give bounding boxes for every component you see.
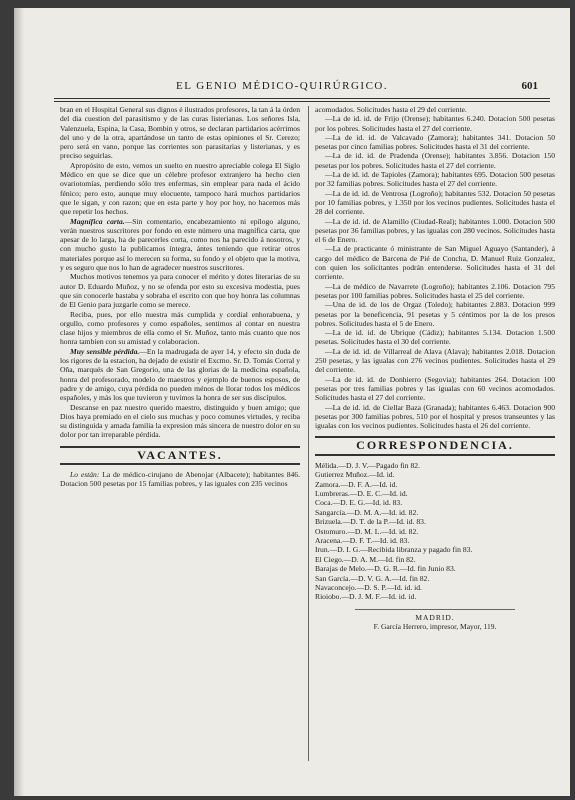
- vacancy-entry: —La de id. id. de Alamillo (Ciudad-Real); habitantes 1.000. Dotacion 500 pesetas por 36 familias pobres, y las igualas con 280 vecinos. Solicitudes hasta el 6 de Enero.: [315, 216, 555, 245]
- page-edge-shadow: [14, 8, 24, 796]
- vacancy-entry: —La de id. id. de Ubrique (Cádiz); habitantes 5.134. Dotacion 1.500 pesetas. Solicitudes hasta el 30 del corriente.: [315, 328, 555, 347]
- correspondence-item: Rioiobo.—D. J. M. F.—Id. id. id.: [315, 592, 417, 602]
- vacancy-entry: —La de id. id. de Villarreal de Alava (Alava); habitantes 2.018. Dotacion 250 pesetas, y las igualas con 276 vecinos pudientes. Solicitudes hasta el 29 del corriente.: [315, 346, 555, 375]
- lead-heading: Muy sensible pérdida.: [70, 346, 140, 356]
- correspondence-item: Zamora.—D. F. A.—Id. id.: [315, 479, 398, 489]
- correspondence-item: Mélida.—D. J. V.—Pagado fin 82.: [315, 460, 420, 470]
- vacancy-entry: —La de practicante ó ministrante de San Miguel Aguayo (Santander), á cargo del médico de Barcena de Pié de Concha, D. Manuel Ruiz Gonzalez, con quien los solicitantes podrán entenderse. Solicitudes hasta el 31 del corriente.: [315, 244, 555, 282]
- vacancy-entry: [60, 470, 300, 489]
- imprint-printer: F. García Herrero, impresor, Mayor, 119.: [373, 622, 497, 632]
- page-header: [54, 80, 560, 98]
- correspondence-list: [315, 461, 555, 602]
- vacancy-entry: acomodados. Solicitudes hasta el 29 del corriente.: [315, 105, 467, 114]
- lead-heading: Magnífica carta.: [70, 216, 125, 226]
- page-number: 601: [521, 80, 538, 92]
- vacancy-entry: —Una de id. de los de Orgaz (Toledo); habitantes 2.883. Dotacion 999 pesetas por la beneficencia, 91 pesetas y 5 céntimos por la de los presos pobres. Solicitudes hasta el 5 de Enero.: [315, 300, 555, 328]
- left-column: [60, 105, 300, 489]
- correspondence-item: Brizuela.—D. T. de la P.—Id. id. 83.: [315, 517, 426, 527]
- vacantes-title: VACANTES.: [137, 447, 223, 462]
- vacancy-entry: —La de id. id. de Tapioles (Zamora); habitantes 695. Dotacion 500 pesetas por 32 familias pobres. Solicitudes hasta el 27 del corriente.: [315, 170, 555, 189]
- header-rule-double: [54, 101, 550, 102]
- vacancy-entry: —La de id. id. de Donhierro (Segovia); habitantes 264. Dotacion 100 pesetas por tres familias pobres y las igualas con 60 vecinos acomodados. Solicitudes hasta el 27 del corriente.: [315, 374, 555, 403]
- vacantes-heading-box: [60, 446, 300, 465]
- paragraph-magnifica-carta: [60, 217, 300, 273]
- vacancy-entry: —La de id. id. de Ciellar Baza (Granada); habitantes 6.463. Dotacion 900 pesetas por 300 familias pobres, 510 por el hospital y presos transeuntes y las igualas con los vecinos pudientes. Solicitudes hasta el 26 del corriente.: [315, 402, 555, 431]
- vacancy-lead: Lo están:: [70, 469, 100, 479]
- vacancy-entry: —La de médico de Navarrete (Logroño); habitantes 2.106. Dotacion 795 pesetas por 100 familias pobres. Solicitudes hasta el 25 del corriente.: [315, 281, 555, 300]
- paragraph: Reciba, pues, por ello nuestra más cumplida y cordial enhorabuena, y orgullo, como profesores y como españoles, sentimos al contar en nuestra clase hijos y miembros de ella como el Sr. Muñoz, tanto más cuanto que nos honra tambien con su amistad y colaboracion.: [60, 309, 300, 347]
- correspondence-item: Ostomuro.—D. M. L.—Id. id. 82.: [315, 526, 419, 536]
- newspaper-page: [14, 8, 570, 796]
- correspondence-item: Sangarcía.—D. M. A.—Id. id. 82.: [315, 507, 419, 517]
- paragraph: Muchos motivos tenemos ya para conocer el mérito y dotes literarias de su autor D. Eduardo Muñoz, y no se ofenda por esto su excesiva modestia, pues que sin conocerle bastaba y sobraba el escrito con que hoy honra las columnas de El Genio para juzgarle como se merece.: [60, 272, 300, 310]
- correspondence-item: San García.—D. V. G. A.—Id. fin 82.: [315, 573, 430, 583]
- paragraph-sensible-perdida: [60, 347, 300, 403]
- imprint-city: MADRID.: [415, 612, 455, 622]
- vacancy-entry: —La de id. id. de Pradenda (Orense); habitantes 3.856. Dotacion 150 pesetas por los pobres. Solicitudes hasta el 27 del corriente.: [315, 151, 555, 170]
- correspondence-item: Navaconcejo.—D. S. P.—Id. id. id.: [315, 582, 422, 592]
- correspondence-item: Aracena.—D. F. T.—Id. id. 83.: [315, 535, 410, 545]
- correspondence-item: Gutierrez Muñoz.—Id. id.: [315, 470, 395, 480]
- paragraph-text: —Sin comentario, encabezamiento ni epílogo alguno, verán nuestros suscritores por fondo en este número una magnífica carta, que apesar de lo larga, ha de parecerles corta, como nos ha parecido á nosotros, y con mucho gusto la publicamos íntegra, ántes teniendo que retirar otros materiales porque así lo merecen su forma, su fondo y el objeto que la motiva, y es seguro que nos lo han de agradecer nuestros suscritores.: [60, 216, 300, 273]
- right-column: [315, 105, 555, 631]
- paragraph: Descanse en paz nuestro querido maestro, distinguido y buen amigo; que Dios haya premiado en el cielo sus muchas y poco comunes virtudes, y reciba su distinguida y amada familia la expresion más sincera de nuestro dolor en su dolor por tan irreparable pérdida.: [60, 402, 300, 440]
- vacancy-entry: —La de id. id. de Frijo (Orense); habitantes 6.240. Dotacion 500 pesetas por los pobres. Solicitudes hasta el 27 del corriente.: [315, 114, 555, 133]
- vacancy-entry: —La de id. id. de Ventrosa (Logroño); habitantes 532. Dotacion 50 pesetas por 10 familias pobres, y 1.350 por los vecinos pudientes. Solicitudes hasta el 28 del corriente.: [315, 188, 555, 217]
- paragraph: bran en el Hospital General sus dignos é ilustrados profesores, la tan á la órden del dia cuestion del parasitismo y de las curas listerianas. Los señores Isla, Valenzuela, Espina, la Casa, Bombin y otros, se declaran partidarios acérrimos del uno y de la otra, apartándose un tanto de estas opiniones el Sr. Cerezo; pero será en vano, porque las corrientes son parasitarias y listerianas, y es preciso seguirlas.: [60, 105, 300, 161]
- imprint-rule: [355, 609, 515, 610]
- imprint: [315, 609, 555, 632]
- header-rule: [54, 98, 550, 99]
- correspondence-item: Barajas de Melo.—D. G. R.—Id. fin Junio 83.: [315, 564, 456, 574]
- paragraph-text: —En la madrugada de ayer 14, y efecto sin duda de los rigores de la estacion, ha dejado de existir el Excmo. Sr. D. Tomás Corral y Oña, marqués de San Gregorio, una de las glorias de la medicina española, honra del profesorado, modelo de maestros y ejemplo de buenos esposos, de padre y de amigo, cuya pérdida no pueden ménos de llorar todos los médicos españoles, y más los que tuvieron y tuvimos la honra de ser sus discípulos.: [60, 346, 300, 403]
- correspondence-item: Coca.—D. E. G.—Id. id. 83.: [315, 498, 403, 508]
- correspondence-item: El Ciego.—D. A. M.—Id. fin 82.: [315, 554, 416, 564]
- vacancy-entry: —La de id. id. de Valcavado (Zamora); habitantes 341. Dotacion 50 pesetas por cinco familias pobres. Solicitudes hasta el 31 del corriente.: [315, 132, 555, 152]
- vacancy-text: La de médico-cirujano de Abenojar (Albacete); habitantes 846. Dotacion 500 pesetas por 15 familias pobres, y las iguales con 235 vecinos: [60, 469, 300, 489]
- correspondence-item: Lumbreras.—D. E. C.—Id. id.: [315, 488, 408, 498]
- correspondencia-heading-box: [315, 436, 555, 455]
- paragraph: Apropósito de esto, vemos un suelto en nuestro apreciable colega El Siglo Médico en que se dice que un célebre profesor extranjero ha hecho cien ovariotomías, perdiendo sólo tres enfermas, sin emplear para nada el ácido fénico; pero esto, aunque muy elocuente, tampoco hará muchos partidarios que le sigan, y con razon; que en esta parte y hoy por hoy, no hacemos más que repetir los hechos.: [60, 160, 300, 217]
- correspondence-item: Irun.—D. I. G.—Recibida libranza y pagado fin 83.: [315, 545, 473, 555]
- running-title: EL GENIO MÉDICO-QUIRÚRGICO.: [176, 80, 389, 92]
- correspondencia-title: CORRESPONDENCIA.: [356, 438, 514, 453]
- column-divider: [308, 106, 309, 761]
